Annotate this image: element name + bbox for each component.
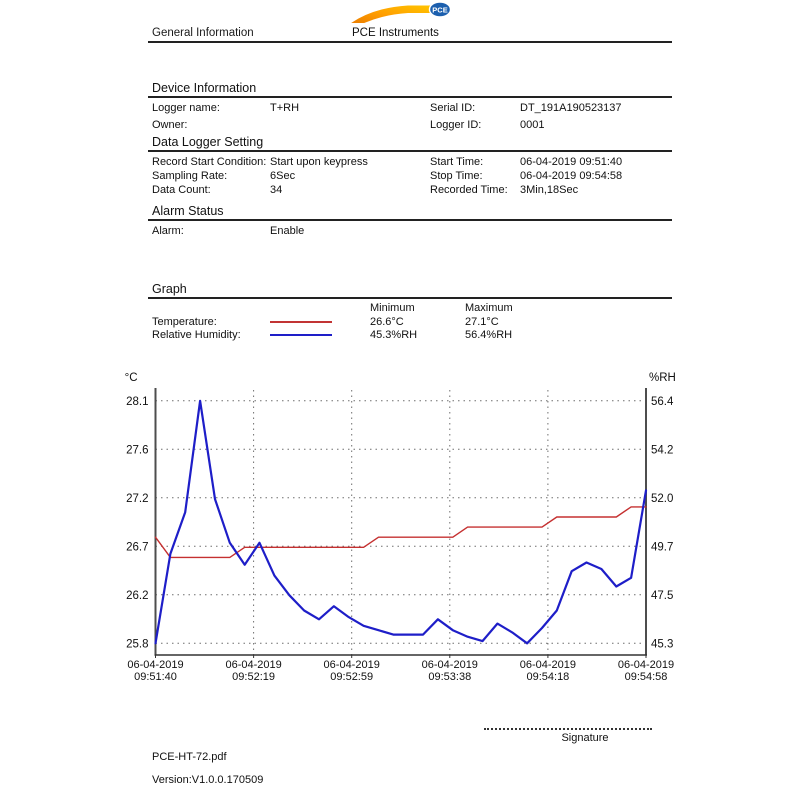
left-axis-tick-label: 26.7 <box>126 541 149 554</box>
right-axis-tick-label: 45.3 <box>651 638 674 651</box>
field-value: 3Min,18Sec <box>520 184 579 196</box>
right-axis-tick-label: 49.7 <box>651 541 674 554</box>
field-label: Serial ID: <box>430 102 476 114</box>
x-tick-date: 06-04-2019 <box>421 659 478 671</box>
field-value: 06-04-2019 09:51:40 <box>520 156 623 168</box>
legend-min-value: 26.6°C <box>370 316 404 328</box>
right-axis-tick-label: 54.2 <box>651 444 674 457</box>
field-value: T+RH <box>270 102 300 114</box>
field-value: Start upon keypress <box>270 156 368 168</box>
x-tick-time: 09:52:59 <box>330 671 374 683</box>
field-label: Sampling Rate: <box>152 170 228 182</box>
field-label: Start Time: <box>430 156 484 168</box>
x-tick-time: 09:52:19 <box>232 671 276 683</box>
right-axis-tick-label: 47.5 <box>651 589 674 602</box>
legend-max-header: Maximum <box>465 302 513 314</box>
left-axis-tick-label: 27.6 <box>126 444 149 457</box>
x-tick-date: 06-04-2019 <box>225 659 282 671</box>
right-axis-tick-label: 56.4 <box>651 395 674 408</box>
legend-min-header: Minimum <box>370 302 415 314</box>
field-value: 6Sec <box>270 170 296 182</box>
left-axis-tick-label: 26.2 <box>126 589 149 602</box>
legend-max-value: 27.1°C <box>465 316 499 328</box>
field-label: Logger name: <box>152 102 220 114</box>
field-label: Logger ID: <box>430 119 482 131</box>
legend-max-value: 56.4%RH <box>465 329 513 341</box>
temperature-line <box>156 507 647 558</box>
alarm-heading: Alarm Status <box>152 204 224 218</box>
field-label: Record Start Condition: <box>152 156 267 168</box>
header-section-title: General Information <box>152 27 254 39</box>
x-tick-time: 09:54:18 <box>526 671 570 683</box>
x-tick-time: 09:51:40 <box>134 671 177 683</box>
legend-label: Relative Humidity: <box>152 329 241 341</box>
graph-heading: Graph <box>152 282 187 296</box>
field-label: Stop Time: <box>430 170 483 182</box>
x-tick-date: 06-04-2019 <box>617 659 675 671</box>
footer-version: Version:V1.0.0.170509 <box>152 774 264 786</box>
device-info-heading: Device Information <box>152 81 257 95</box>
field-value: DT_191A190523137 <box>520 102 622 114</box>
pce-logo-badge-text: PCE <box>432 5 448 15</box>
field-value: Enable <box>270 225 305 237</box>
logger-setting-heading: Data Logger Setting <box>152 135 264 149</box>
x-tick-date: 06-04-2019 <box>127 659 184 671</box>
legend-min-value: 45.3%RH <box>370 329 418 341</box>
x-tick-date: 06-04-2019 <box>519 659 577 671</box>
x-tick-time: 09:54:58 <box>624 671 668 683</box>
relative-humidity-line <box>156 401 647 644</box>
x-tick-date: 06-04-2019 <box>323 659 380 671</box>
left-axis-title: °C <box>124 372 138 384</box>
field-label: Owner: <box>152 119 188 131</box>
left-axis-tick-label: 25.8 <box>126 638 149 651</box>
field-value: 06-04-2019 09:54:58 <box>520 170 623 182</box>
field-label: Alarm: <box>152 225 184 237</box>
left-axis-tick-label: 27.2 <box>126 492 149 505</box>
field-label: Data Count: <box>152 184 211 196</box>
signature-label: Signature <box>561 732 609 744</box>
right-axis-tick-label: 52.0 <box>651 492 674 505</box>
signature-line <box>484 728 652 730</box>
left-axis-tick-label: 28.1 <box>126 395 149 408</box>
brand-name: PCE Instruments <box>352 27 439 39</box>
legend-label: Temperature: <box>152 316 217 328</box>
x-tick-time: 09:53:38 <box>428 671 472 683</box>
footer-filename: PCE-HT-72.pdf <box>152 751 227 763</box>
field-label: Recorded Time: <box>430 184 508 196</box>
field-value: 0001 <box>520 119 545 131</box>
field-value: 34 <box>270 184 283 196</box>
right-axis-title: %RH <box>649 372 676 384</box>
